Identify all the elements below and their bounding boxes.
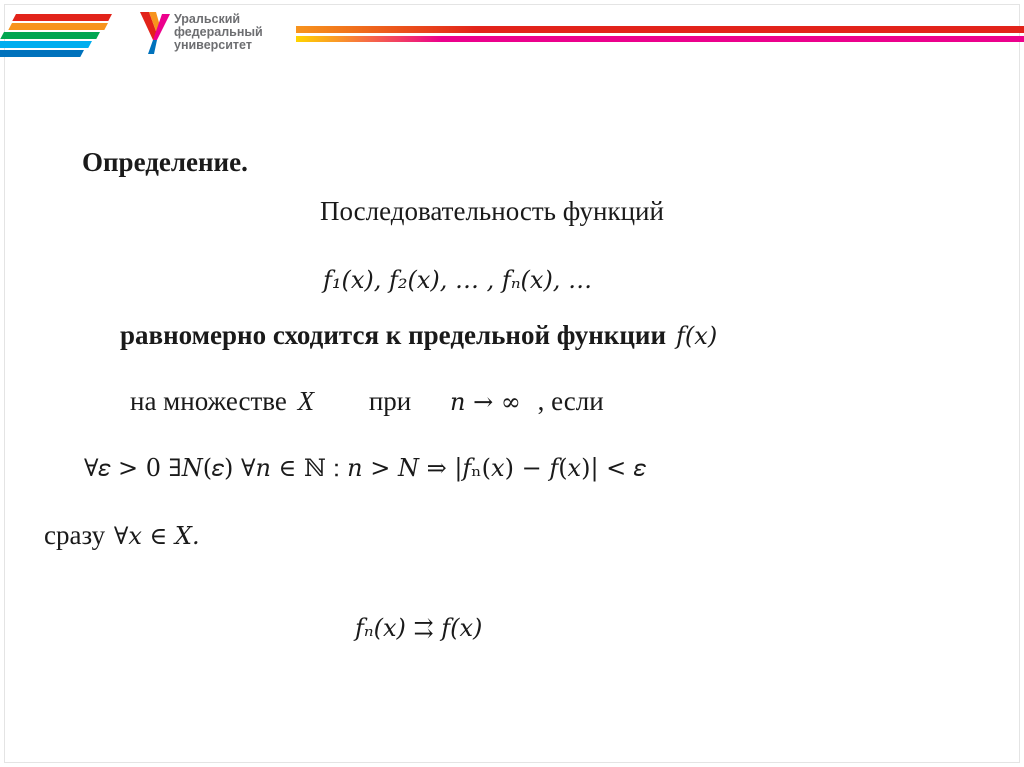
ural-federal-university-logo-icon xyxy=(140,12,170,54)
university-logo xyxy=(140,12,263,60)
stripe-red xyxy=(12,14,112,21)
for-all-x-line xyxy=(44,520,200,551)
uniform-convergence-statement xyxy=(120,320,717,351)
definition-heading: Определение. xyxy=(82,147,248,177)
uniform-convergence-notation: 𝑓ₙ(𝑥) ⇉ 𝑓(𝑥) xyxy=(355,614,483,642)
function-sequence-formula: 𝑓₁(𝑥), 𝑓₂(𝑥), … , 𝑓ₙ(𝑥), … xyxy=(323,266,593,294)
for-all-x-formula: ∀𝑥 ∈ 𝑋. xyxy=(113,522,200,550)
logo-line-1: Уральский xyxy=(174,12,241,26)
limit-function-formula: 𝑓(𝑥) xyxy=(676,322,718,350)
slide-frame xyxy=(4,4,1020,763)
uniform-convergence-text: равномерно сходится к предельной функции xyxy=(120,320,667,350)
header-stripe-red xyxy=(296,26,1024,33)
stripe-cyan xyxy=(0,41,92,48)
n-to-infinity-formula: 𝑛 → ∞ xyxy=(450,388,521,416)
stripe-blue xyxy=(0,50,84,57)
epsilon-condition-formula: ∀𝜀 > 0 ∃𝑁(𝜀) ∀𝑛 ∈ ℕ ∶ 𝑛 > 𝑁 ⇒ |𝑓ₙ(𝑥) − 𝑓(𝑥)| < 𝜀 xyxy=(84,454,646,482)
when-text: при xyxy=(368,386,412,416)
set-condition-line xyxy=(130,386,604,417)
logo-line-2: федеральный xyxy=(174,25,263,39)
set-symbol: X xyxy=(297,386,315,416)
header-stripe-pink xyxy=(296,36,1024,42)
stripe-orange xyxy=(8,23,108,30)
if-text: , если xyxy=(537,386,604,416)
header-stripes-left xyxy=(0,14,112,64)
sequence-intro: Последовательность функций xyxy=(320,196,664,226)
on-set-text: на множестве xyxy=(130,386,287,416)
logo-line-3: университет xyxy=(174,38,252,52)
logo-wordmark xyxy=(174,13,263,52)
at-once-text: сразу xyxy=(44,520,106,550)
stripe-green xyxy=(0,32,100,39)
